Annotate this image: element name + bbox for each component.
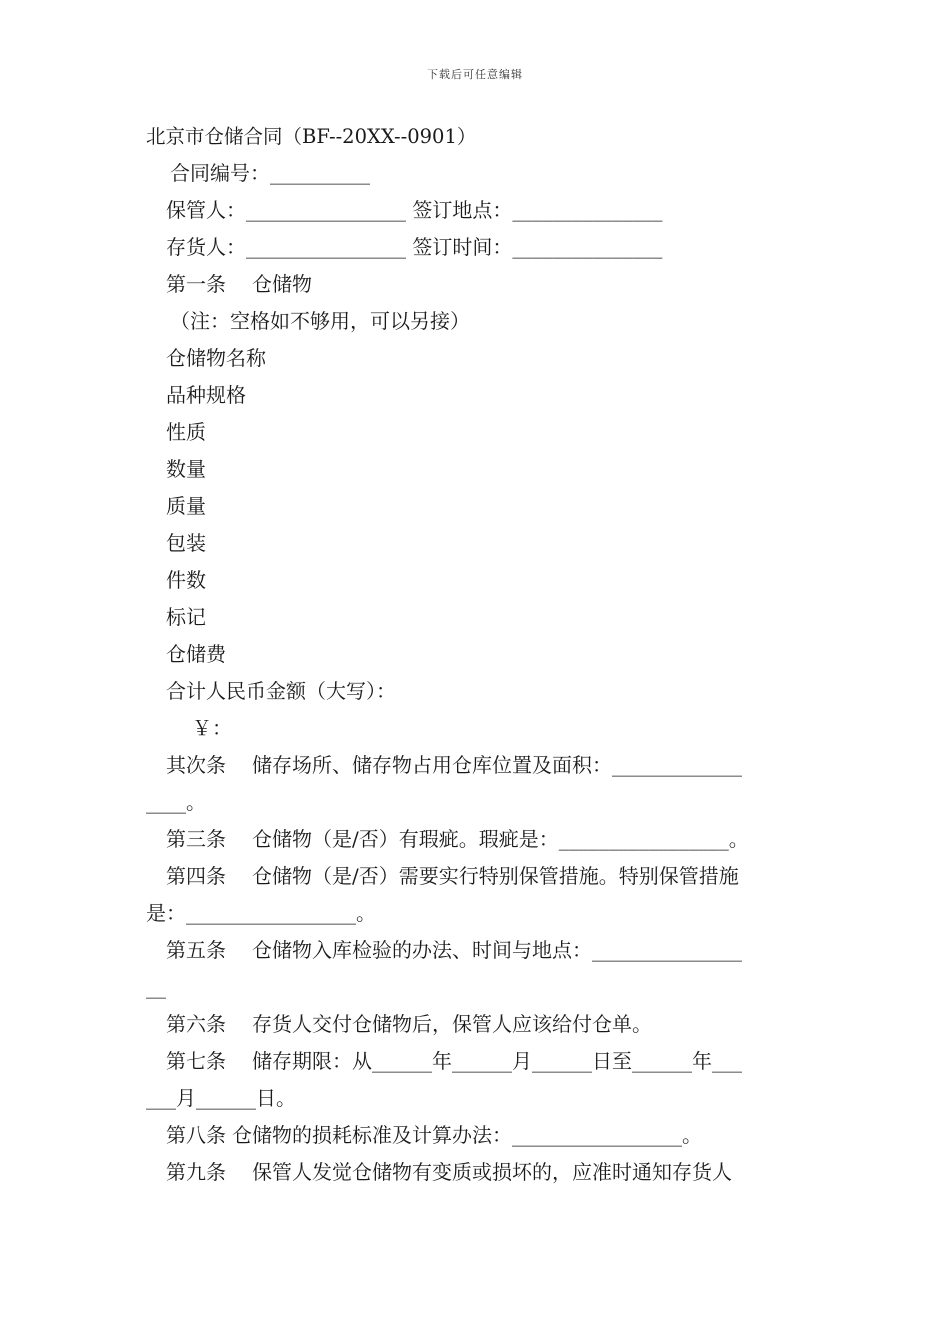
article-6 — [146, 1006, 808, 1043]
header-note: 下载后可任意编辑 — [427, 68, 523, 81]
article-8 — [146, 1117, 808, 1154]
article-5-continued: __ — [146, 975, 166, 999]
article-8-text: 仓储物的损耗标准及计算办法：_________________。 — [232, 1123, 702, 1147]
field-pieces: 件数 — [166, 568, 206, 592]
note-line: （注：空格如不够用，可以另接） — [170, 309, 470, 333]
article-5-label: 第五条 — [166, 938, 226, 962]
article-7 — [146, 1043, 808, 1080]
article-6-text: 存货人交付仓储物后，保管人应该给付仓单。 — [252, 1012, 652, 1036]
contract-title: 北京市仓储合同（BF--20XX--0901） — [146, 125, 477, 148]
article-4-label: 第四条 — [166, 864, 226, 888]
article-2-continued: ____。 — [146, 790, 206, 814]
article-2-label: 其次条 — [166, 753, 226, 777]
field-spec: 品种规格 — [166, 383, 246, 407]
field-quantity: 数量 — [166, 457, 206, 481]
article-4-continued: 是：_________________。 — [146, 901, 376, 925]
keeper-line: 保管人：________________ 签订地点：_______________ — [166, 198, 663, 222]
field-storage-fee: 仓储费 — [166, 642, 226, 666]
article-7-continued: ___月______日。 — [146, 1086, 296, 1110]
article-1-text: 仓储物 — [252, 272, 312, 296]
contract-number-line: 合同编号：__________ — [170, 161, 370, 185]
document-body — [146, 118, 808, 1191]
article-8-label: 第八条 — [166, 1123, 226, 1147]
article-4 — [146, 858, 808, 895]
article-2 — [146, 747, 808, 784]
field-packaging: 包装 — [166, 531, 206, 555]
article-5-text: 仓储物入库检验的办法、时间与地点：_______________ — [252, 938, 742, 962]
article-3 — [146, 821, 808, 858]
article-4-text: 仓储物（是/否）需要实行特别保管措施。特别保管措施 — [252, 864, 739, 888]
field-nature: 性质 — [166, 420, 206, 444]
article-7-label: 第七条 — [166, 1049, 226, 1073]
field-goods-name: 仓储物名称 — [166, 346, 266, 370]
article-5 — [146, 932, 808, 969]
field-quality: 质量 — [166, 494, 206, 518]
field-yen-amount: ￥： — [192, 716, 232, 740]
article-1 — [146, 266, 808, 303]
article-1-label: 第一条 — [166, 272, 226, 296]
article-9-label: 第九条 — [166, 1160, 226, 1184]
article-2-text: 储存场所、储存物占用仓库位置及面积：_____________ — [252, 753, 742, 777]
article-3-text: 仓储物（是/否）有瑕疵。瑕疵是：_________________。 — [252, 827, 749, 851]
article-9 — [146, 1154, 808, 1191]
depositor-line: 存货人：________________ 签订时间：_______________ — [166, 235, 663, 259]
field-total-amount: 合计人民币金额（大写）： — [166, 679, 396, 703]
article-9-text: 保管人发觉仓储物有变质或损坏的，应准时通知存货人 — [252, 1160, 732, 1184]
article-7-text: 储存期限：从______年______月______日至______年___ — [252, 1049, 742, 1073]
article-6-label: 第六条 — [166, 1012, 226, 1036]
article-3-label: 第三条 — [166, 827, 226, 851]
field-mark: 标记 — [166, 605, 206, 629]
